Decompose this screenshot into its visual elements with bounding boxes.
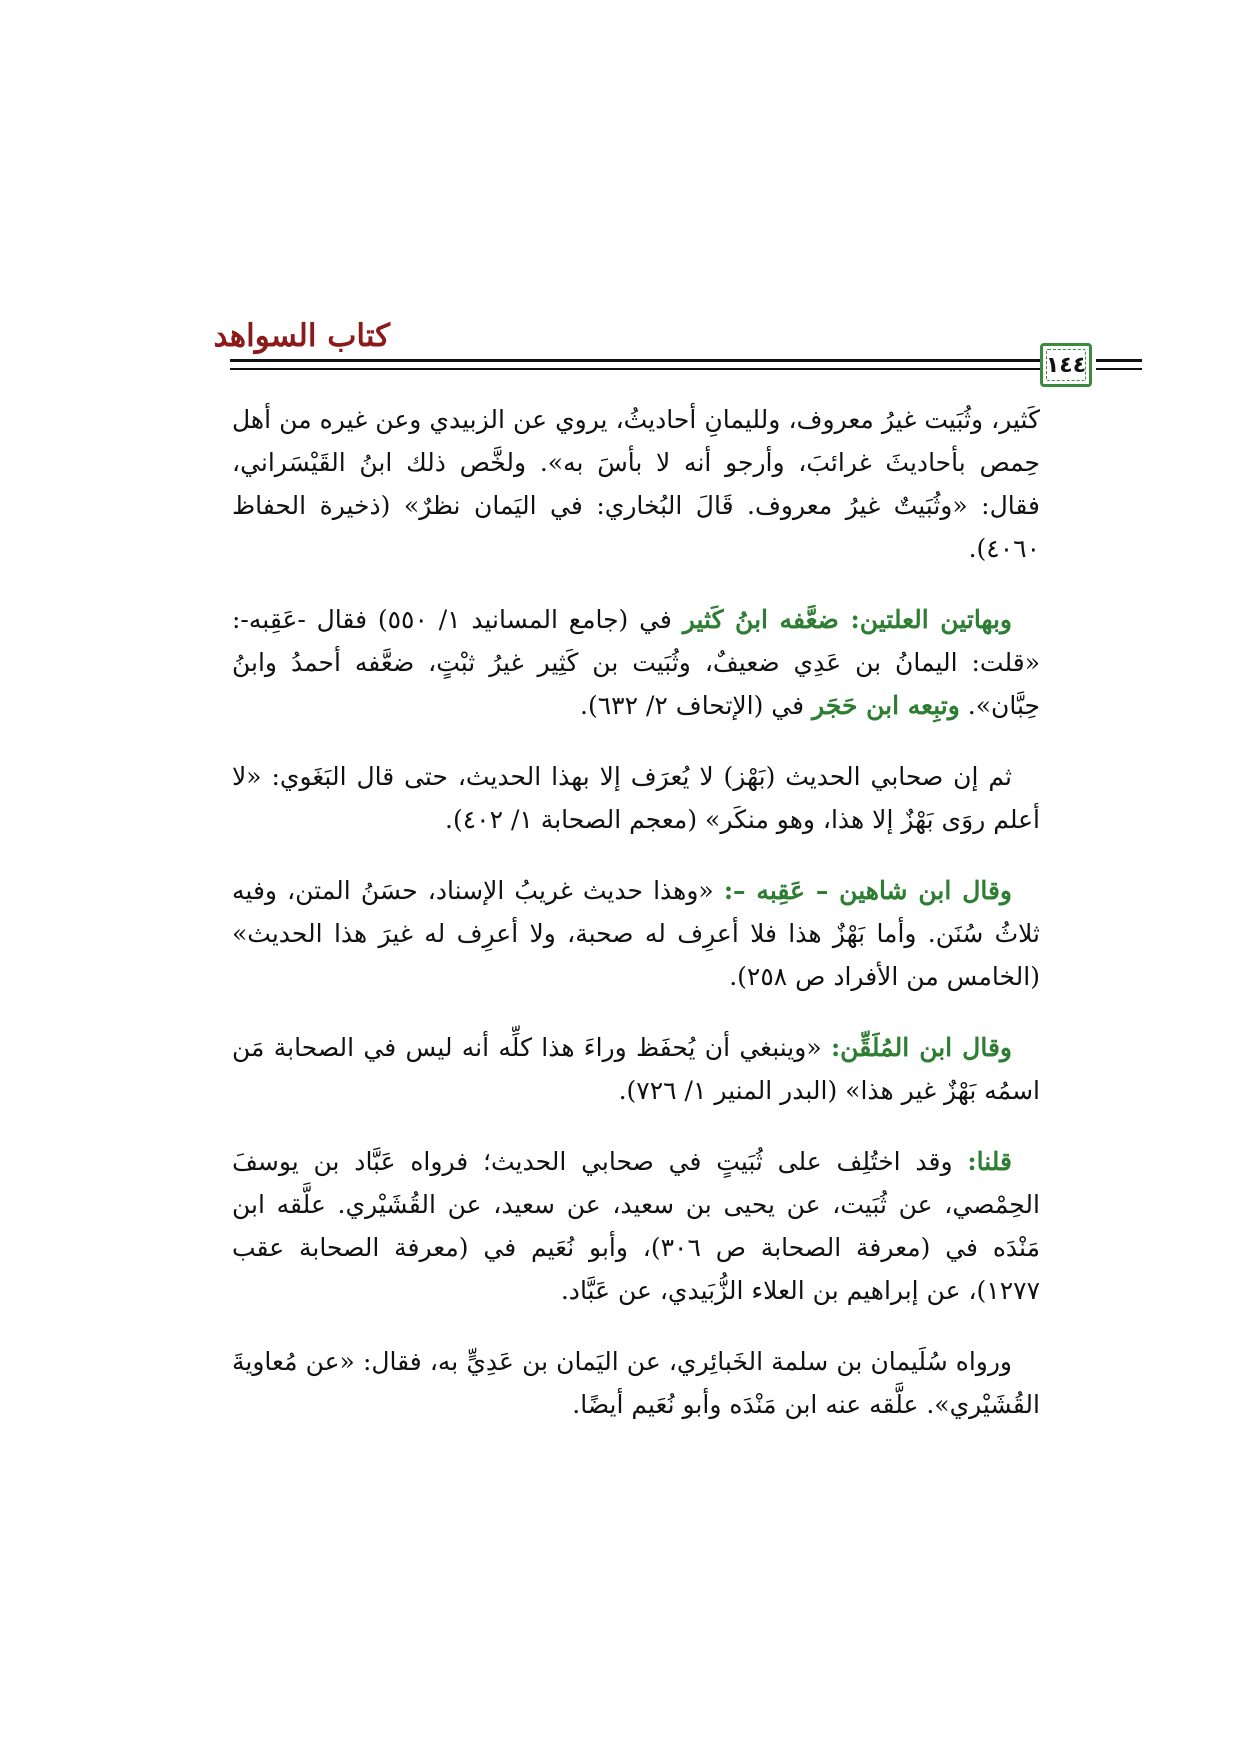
paragraph-1: [232, 398, 1040, 570]
paragraph-5: [232, 1026, 1040, 1112]
paragraph-text: وقد اختُلِف على ثُبَيتٍ في صحابي الحديث؛ فرواه عَبَّاد بن يوسفَ الحِمْصي، عن ثُبَيت، عن يحيى بن سعيد، عن سعيد، عن القُشَيْري. علَّقه ابن مَنْدَه في (معرفة الصحابة ص ٣٠٦)، وأبو نُعَيم في (معرفة الصحابة عقب ١٢٧٧)، عن إبراهيم بن العلاء الزُّبَيدي، عن عَبَّاد.: [232, 1147, 1040, 1305]
header-rule-right-bottom: [1096, 368, 1142, 370]
header-rule-top: [230, 359, 1040, 362]
paragraph-text: كَثير، وثُبَيت غيرُ معروف، ولليمانِ أحاديثُ، يروي عن الزبيدي وعن غيره من أهل حِمص بأحاديثَ غرائبَ، وأرجو أنه لا بأسَ به». ولخَّص ذلك ابنُ القَيْسَراني، فقال: «وثُبَيتٌ غيرُ معروف. قَالَ البُخاري: في اليَمان نظرٌ» (ذخيرة الحفاظ ٤٠٦٠).: [232, 405, 1040, 563]
paragraph-text: «وهذا حديث غريبُ الإسناد، حسَنُ المتن، وفيه ثلاثُ سُنَن. وأما بَهْزٌ هذا فلا أعرِف له صحبة، ولا أعرِف له غيرَ هذا الحديث» (الخامس من الأفراد ص ٢٥٨).: [232, 876, 1040, 991]
paragraph-6: [232, 1140, 1040, 1312]
paragraph-2: [232, 598, 1040, 727]
paragraph-7: [232, 1340, 1040, 1426]
paragraph-4: [232, 869, 1040, 998]
highlight-lead: وقال ابن شاهين – عَقِبه –:: [723, 876, 1012, 905]
highlight-mid: وتبِعه ابن حَجَر: [812, 691, 960, 720]
highlight-lead: وبهاتين العلتين: ضعَّفه ابنُ كَثير: [682, 605, 1012, 634]
page-number: ١٤٤: [1045, 352, 1087, 378]
header-rule-bottom: [230, 368, 1040, 370]
page-number-badge: [1040, 343, 1092, 387]
page-body: [232, 398, 1040, 1454]
paragraph-3: [232, 755, 1040, 841]
book-title: كتاب السواهد: [213, 318, 390, 354]
paragraph-text: في (جامع المسانيد ١/ ٥٥٠) فقال -عَقِبه-: «قلت: اليمانُ بن عَدِي ضعيفٌ، وثُبَيت بن كَثِير غيرُ ثبْتٍ، ضعَّفه أحمدُ وابنُ حِبَّان».: [232, 605, 1040, 720]
header-rule-right-top: [1096, 359, 1142, 362]
paragraph-tail: في (الإتحاف ٢/ ٦٣٢).: [580, 691, 813, 720]
paragraph-text: ورواه سُلَيمان بن سلمة الخَبائِري، عن اليَمان بن عَدِيٍّ به، فقال: «عن مُعاويةَ القُشَيْري». علَّقه عنه ابن مَنْدَه وأبو نُعَيم أيضًا.: [232, 1347, 1040, 1419]
highlight-lead: وقال ابن المُلَقِّن:: [830, 1033, 1012, 1062]
highlight-lead: قلنا:: [967, 1147, 1012, 1176]
paragraph-text: «وينبغي أن يُحفَظ وراءَ هذا كلِّه أنه ليس في الصحابة مَن اسمُه بَهْزٌ غير هذا» (البدر المنير ١/ ٧٢٦).: [232, 1033, 1040, 1105]
paragraph-text: ثم إن صحابي الحديث (بَهْز) لا يُعرَف إلا بهذا الحديث، حتى قال البَغَوي: «لا أعلم روَى بَهْزٌ إلا هذا، وهو منكَر» (معجم الصحابة ١/ ٤٠٢).: [232, 762, 1040, 834]
